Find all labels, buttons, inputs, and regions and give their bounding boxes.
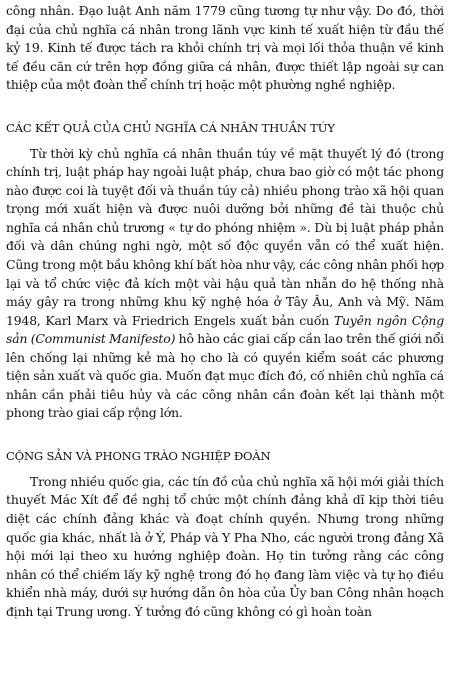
paragraph-intro: công nhân. Đạo luật Anh năm 1779 cũng tương tự như vậy. Do đó, thời đại của chủ nghĩa cá nhân trong lãnh vực kinh tế xuất hiện từ đầu thế kỷ 19. Kinh tế được tách ra khỏi chính trị và mọi lối thỏa thuận về kinh tế đều căn cứ trên hợp đồng giữa cá nhân, được thiết lập ngoài sự can thiệp của một đoàn thể chính trị hoặc một phường nghề nghiệp. <box>6 3 444 93</box>
paragraph-results-part-2: hô hào các giai cấp cần lao trên thế giới nổi lên chống lại những kẻ mà họ cho là có quyền kiểm soát các phương tiện sản xuất và quốc gia. Muốn đạt mục đích đó, cố nhiên chủ nghĩa cá nhân cần phải tiêu hủy và các công nhân cần đoàn kết lại thành một phong trào giai cấp rộng lớn. <box>6 331 444 421</box>
paragraph-results <box>6 145 444 423</box>
paragraph-communism: Trong nhiều quốc gia, các tín đồ của chủ nghĩa xã hội mới giải thích thuyết Mác Xít để đề nghị tổ chức một chính đảng khả dĩ kịp thời tiêu diệt các chính đảng khác và đoạt chính quyền. Nhưng trong những quốc gia khác, nhất là ở Ý, Pháp và Y Pha Nho, các người trong đảng Xã hội mới lại theo xu hướng nghiệp đoàn. Họ tin tưởng rằng các công nhân có thể chiếm lấy kỹ nghệ trong đó họ đang làm việc và tự họ điều khiển nhà máy, dưới sự hướng dẫn ôn hòa của Ủy ban Công nhân hoạch định tại Trung ương. Ý tưởng đó cũng không có gì hoàn toàn <box>6 473 444 619</box>
manifesto-title: Tuyên ngôn Cộng sản (Communist Manifesto) <box>6 312 444 347</box>
section-heading-results: CÁC KẾT QUẢ CỦA CHỦ NGHĨA CÁ NHÂN THUẦN TÚY <box>6 120 335 135</box>
section-heading-communism: CỘNG SẢN VÀ PHONG TRÀO NGHIỆP ĐOÀN <box>6 448 271 463</box>
paragraph-results-part-1: Từ thời kỳ chủ nghĩa cá nhân thuần túy về mặt thuyết lý đó (trong chính trị, luật pháp hay ngoài luật pháp, chưa bao giờ có một tác phong nào được coi là tuyệt đối và thuần túy cả) nhiều phong trào xã hội quan trọng mới xuất hiện và được nuôi dưỡng bởi những đề tài thuộc chủ nghĩa cá nhân chủ trương « tự do phóng nhiệm ». Dù bị luật pháp phản đối và dân chúng nghi ngờ, một số độc quyền vẫn có thể xuất hiện. Cũng trong một bầu không khí bất hòa như vậy, các công nhân phối hợp lại và tổ chức việc đả kích một vài hậu quả tàn nhẫn do hệ thống nhà máy gây ra trong những khu kỹ nghệ hóa ở Tây Âu, Anh và Mỹ. Năm 1948, Karl Marx và Friedrich Engels xuất bản cuốn <box>6 145 444 328</box>
